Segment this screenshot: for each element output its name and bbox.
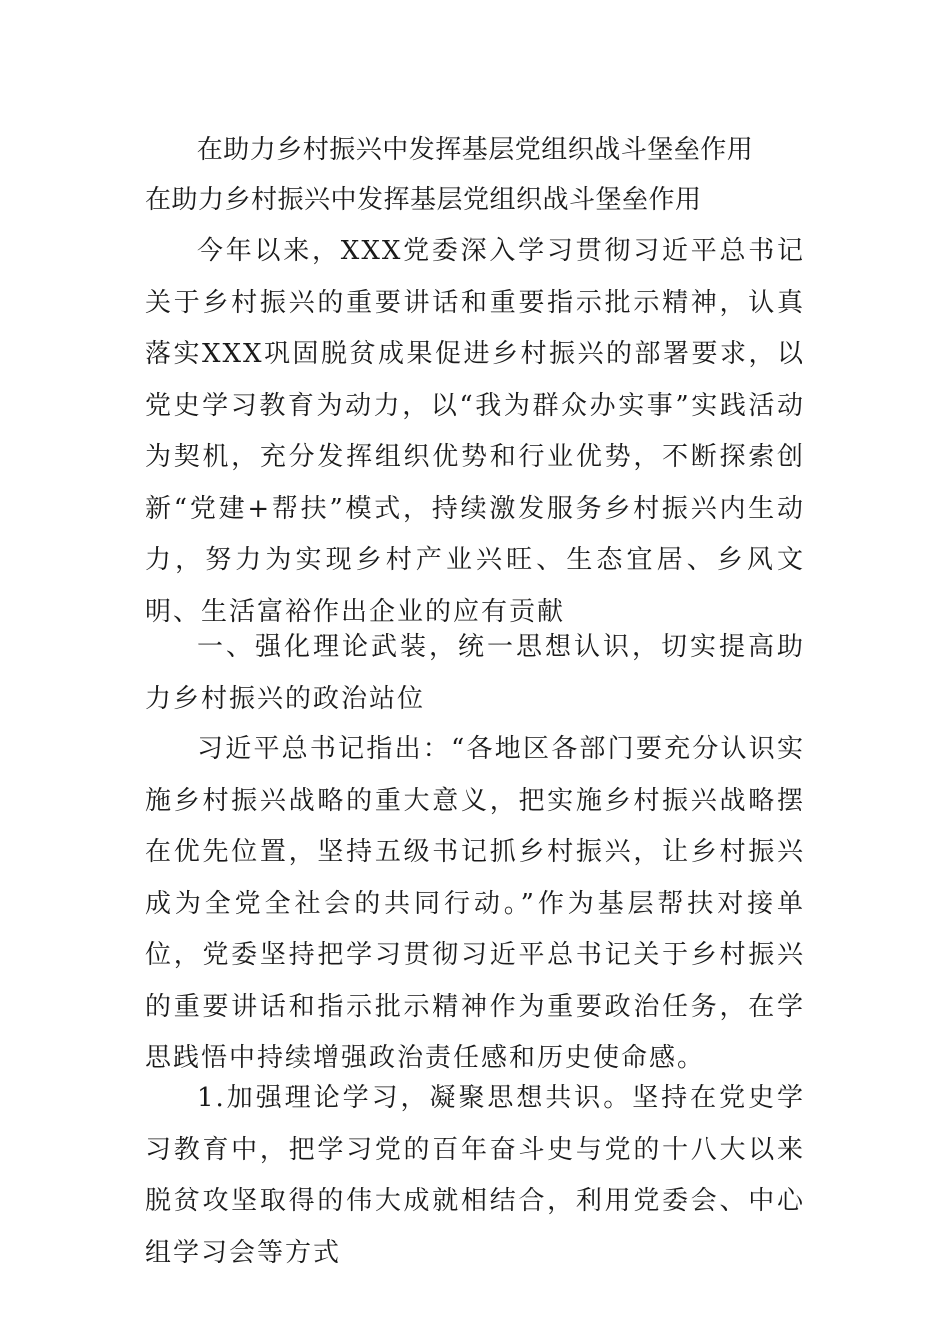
intro-paragraph: 今年以来，XXX党委深入学习贯彻习近平总书记关于乡村振兴的重要讲话和重要指示批示精神，认真落实XXX巩固脱贫成果促进乡村振兴的部署要求，以党史学习教育为动力，以“我为群众办实事”实践活动为契机，充分发挥组织优势和行业优势，不断探索创新“党建+帮扶”模式，持续激发服务乡村振兴内生动力，努力为实现乡村产业兴旺、生态宜居、乡风文明、生活富裕作出企业的应有贡献 (145, 236, 805, 627)
subsection-1-paragraph: 1.加强理论学习，凝聚思想共识。坚持在党史学习教育中，把学习党的百年奋斗史与党的十八大以来脱贫攻坚取得的伟大成就相结合，利用党委会、中心组学习会等方式 (145, 1083, 805, 1268)
document-title-left: 在助力乡村振兴中发挥基层党组织战斗堡垒作用 (145, 185, 702, 215)
document-title-centered: 在助力乡村振兴中发挥基层党组织战斗堡垒作用 (196, 135, 754, 165)
section-1-paragraph: 习近平总书记指出：“各地区各部门要充分认识实施乡村振兴战略的重大意义，把实施乡村振兴战略摆在优先位置，坚持五级书记抓乡村振兴，让乡村振兴成为全党全社会的共同行动。”作为基层帮扶对接单位，党委坚持把学习贯彻习近平总书记关于乡村振兴的重要讲话和指示批示精神作为重要政治任务，在学思践悟中持续增强政治责任感和历史使命感。 (145, 734, 805, 1073)
section-heading-1: 一、强化理论武装，统一思想认识，切实提高助力乡村振兴的政治站位 (145, 632, 805, 714)
